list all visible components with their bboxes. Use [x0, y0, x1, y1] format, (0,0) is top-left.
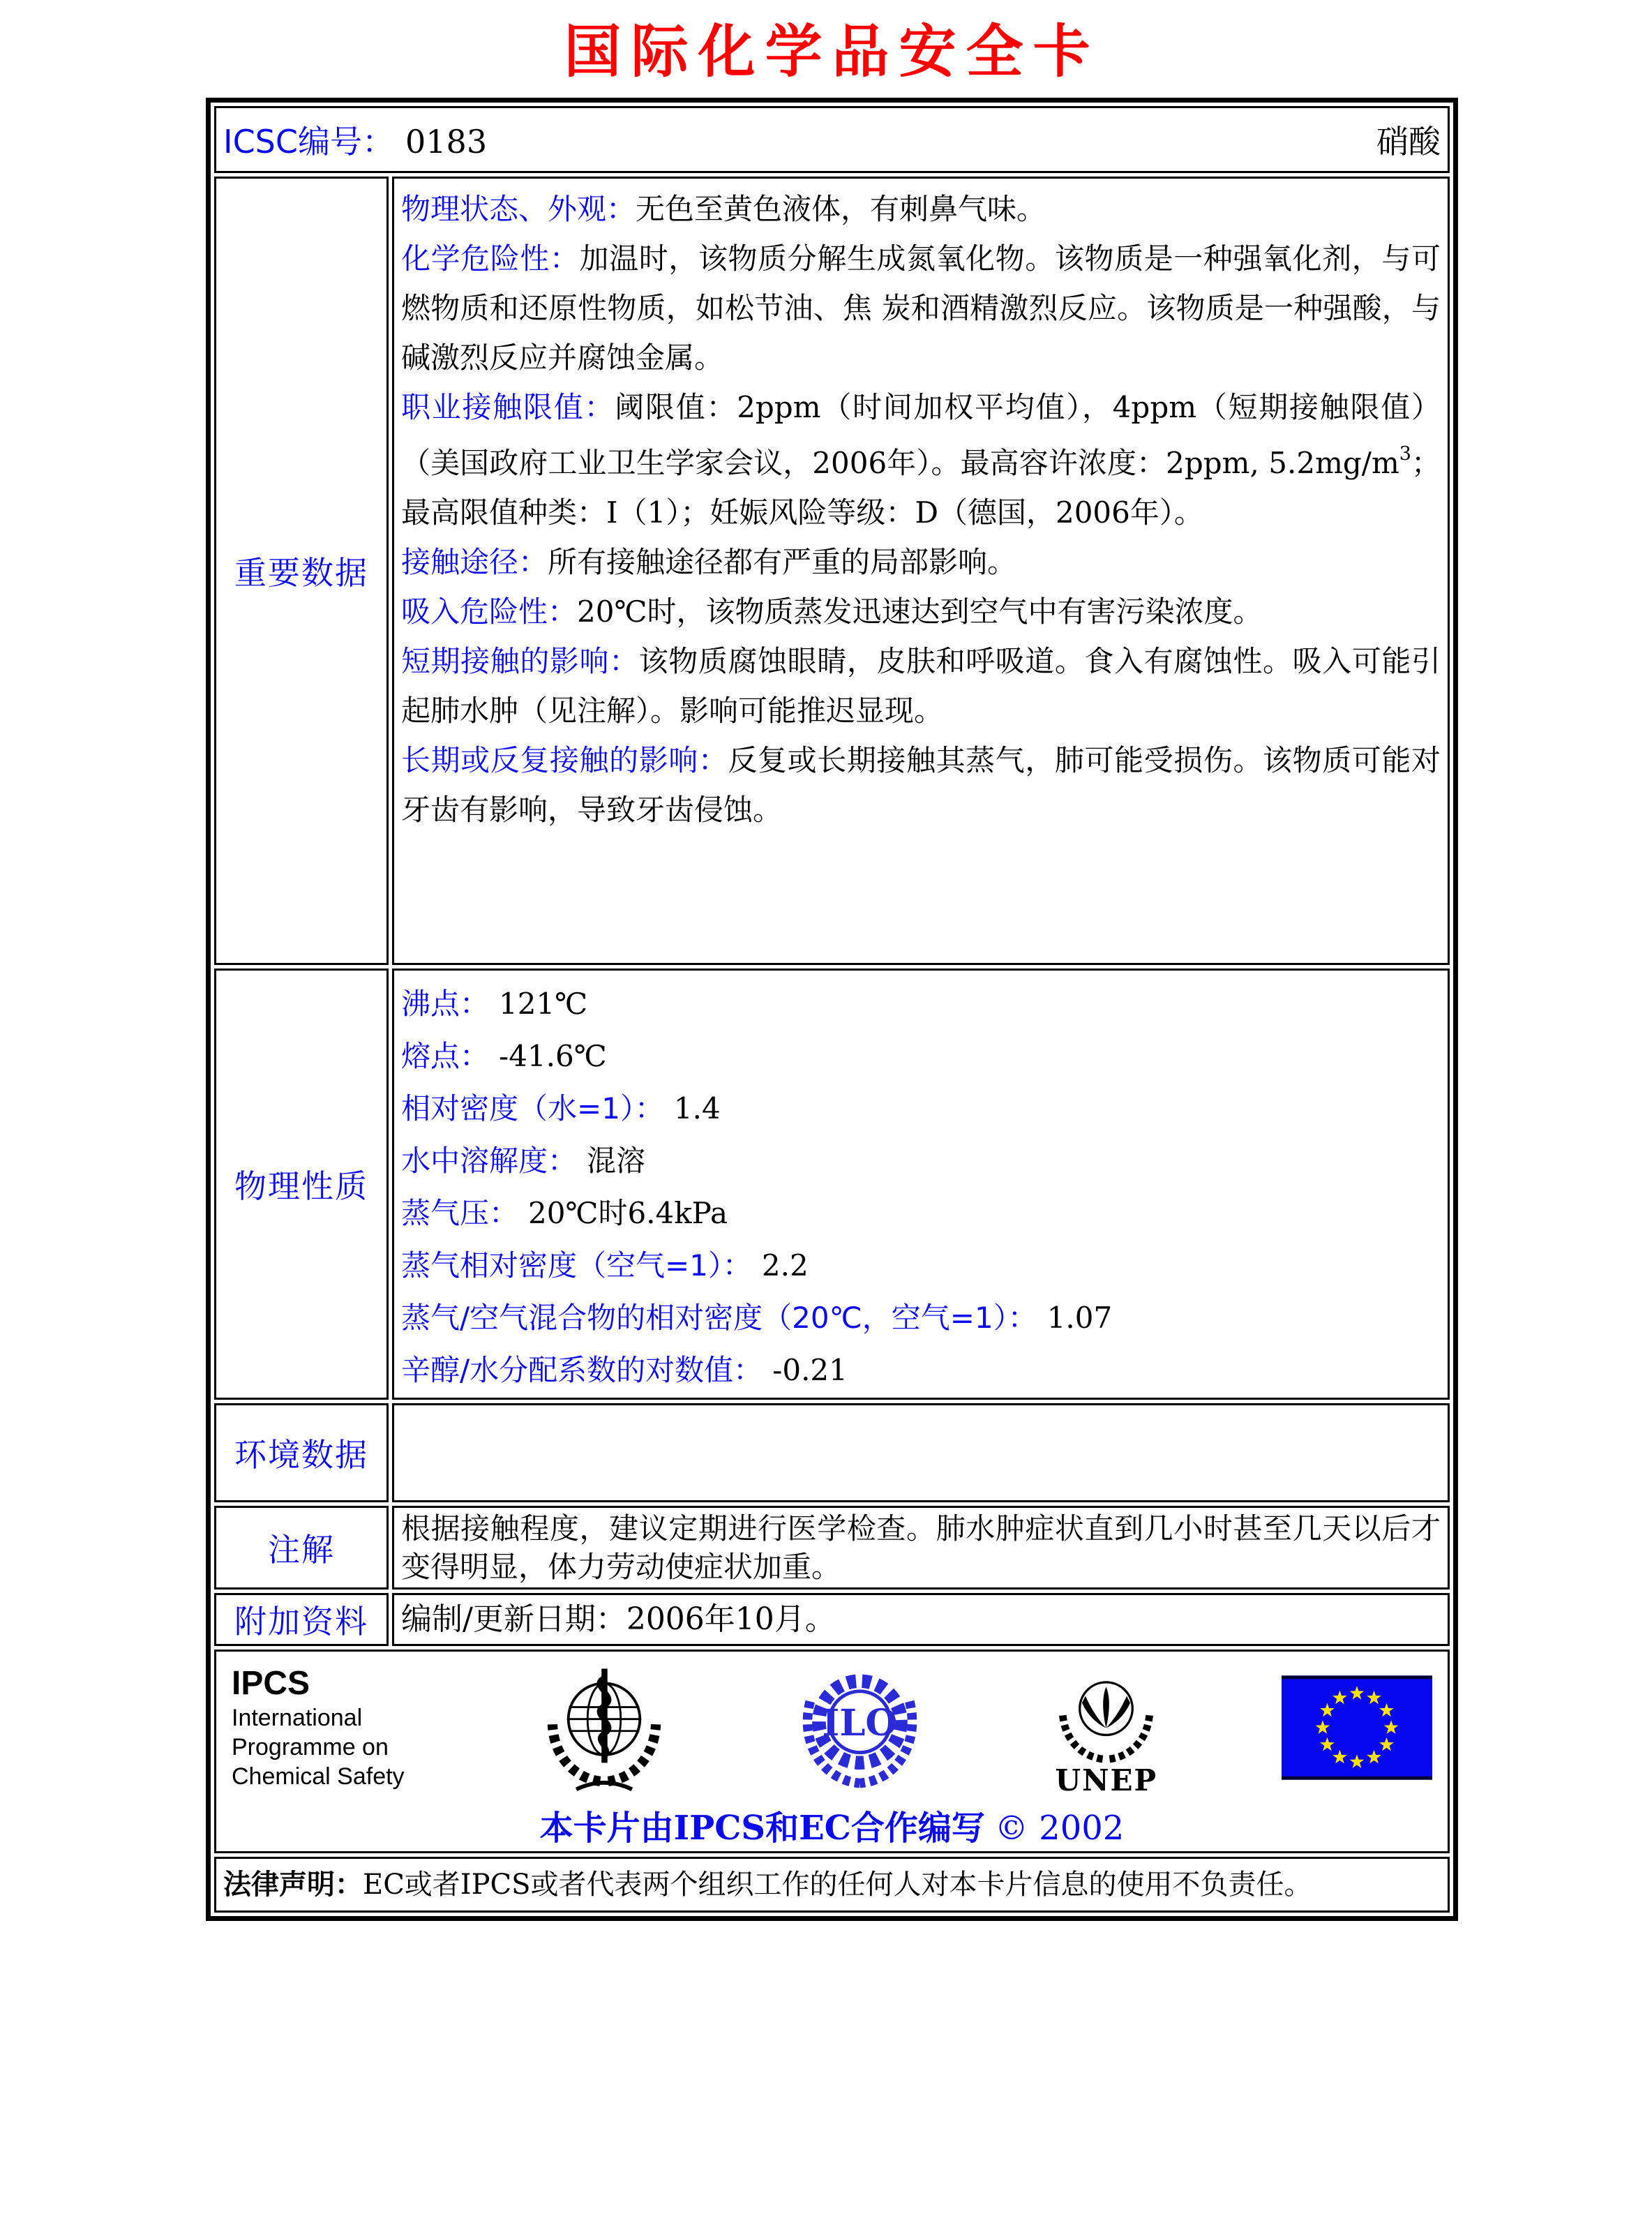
physical-properties-label-cell — [214, 969, 389, 1400]
property-water-solubility — [401, 1135, 1441, 1187]
property-value: -41.6℃ — [499, 1039, 607, 1073]
section-label-important-data: 重要数据 — [234, 554, 368, 592]
logos-row — [214, 1650, 1450, 1853]
header-cell — [214, 106, 1450, 173]
environmental-data-content-cell — [392, 1403, 1450, 1502]
important-data-label-cell — [214, 177, 389, 965]
property-value: 混溶 — [587, 1144, 646, 1178]
field-label: 化学危险性： — [401, 241, 580, 276]
field-label: 吸入危险性： — [401, 594, 578, 629]
paragraph-occupational-limits — [401, 382, 1441, 537]
page-title: 国际化学品安全卡 — [564, 18, 1100, 85]
eu-flag-icon — [1282, 1675, 1432, 1780]
ipcs-acronym: IPCS — [232, 1665, 310, 1702]
property-label: 沸点： — [401, 987, 490, 1021]
property-octanol-water — [401, 1344, 1441, 1396]
ilo-logo-box — [788, 1657, 931, 1800]
property-label: 相对密度（水=1）： — [401, 1091, 664, 1126]
logos-cell — [214, 1650, 1450, 1853]
property-label: 熔点： — [401, 1039, 490, 1073]
property-value: 20℃时6.4kPa — [528, 1196, 728, 1230]
property-value: -0.21 — [772, 1353, 848, 1387]
eu-flag-box — [1282, 1675, 1432, 1780]
physical-properties-row — [214, 969, 1450, 1400]
property-label: 蒸气/空气混合物的相对密度（20℃，空气=1）： — [401, 1301, 1037, 1335]
legal-text: EC或者IPCS或者代表两个组织工作的任何人对本卡片信息的使用不负责任。 — [363, 1869, 1312, 1901]
field-text: 所有接触途径都有严重的局部影响。 — [548, 545, 1017, 579]
field-label: 长期或反复接触的影响： — [401, 743, 728, 777]
legal-label: 法律声明： — [223, 1869, 363, 1901]
ilo-logo-icon — [788, 1657, 931, 1800]
copyright-text: © 2002 — [994, 1809, 1125, 1848]
property-vapor-density — [401, 1239, 1441, 1292]
field-label: 接触途径： — [401, 545, 548, 579]
unep-wordmark: UNEP — [1055, 1763, 1158, 1797]
notes-text: 根据接触程度，建议定期进行医学检查。肺水肿症状直到几小时甚至几天以后才变得明显，体力劳动使症状加重。 — [401, 1511, 1441, 1584]
icsc-number-value: 0183 — [405, 123, 488, 160]
property-relative-density — [401, 1082, 1441, 1135]
property-value: 121℃ — [499, 987, 588, 1021]
paragraph-short-term-effects — [401, 636, 1441, 735]
property-label: 蒸气压： — [401, 1196, 519, 1230]
icsc-number-label: ICSC编号： — [223, 123, 395, 160]
important-data-content-cell — [392, 177, 1450, 965]
field-text: 20℃时，该物质蒸发迅速达到空气中有害污染浓度。 — [577, 594, 1263, 629]
section-label-physical-properties: 物理性质 — [234, 1167, 368, 1205]
paragraph-physical-state — [401, 184, 1441, 234]
field-text: 加温时，该物质分解生成氮氧化物。该物质是一种强氧化剂，与可燃物质和还原性物质，如松节油、焦 炭和酒精激烈反应。该物质是一种强酸，与碱激烈反应并腐蚀金属。 — [401, 241, 1441, 375]
field-label: 物理状态、外观： — [401, 192, 636, 226]
ipcs-line: International — [232, 1705, 363, 1731]
physical-properties-content-cell — [392, 969, 1450, 1400]
additional-info-label-cell — [214, 1593, 389, 1646]
caption-text: 本卡片由IPCS和EC合作编写 — [539, 1809, 985, 1848]
field-text: 无色至黄色液体，有刺鼻气味。 — [636, 192, 1046, 226]
ipcs-line: Chemical Safety — [232, 1763, 405, 1790]
additional-info-content-cell — [392, 1593, 1450, 1646]
additional-info-text: 编制/更新日期：2006年10月。 — [401, 1601, 836, 1637]
field-text: ；最高限值种类：I（1）；妊娠风险等级：D（德国，2006年）。 — [401, 446, 1441, 530]
property-vapor-pressure — [401, 1187, 1441, 1239]
unep-logo-box — [1049, 1659, 1164, 1796]
environmental-data-label-cell — [214, 1403, 389, 1502]
who-logo-box — [538, 1658, 670, 1797]
legal-row — [214, 1857, 1450, 1913]
legal-cell — [214, 1857, 1450, 1913]
property-vapor-air-density — [401, 1292, 1441, 1344]
icsc-number-group — [223, 117, 487, 163]
field-text: 阈限值：2ppm（时间加权平均值），4ppm（短期接触限值）（美国政府工业卫生学家会议，2006年）。最高容许浓度：2ppm, 5.2mg/m — [401, 390, 1441, 480]
notes-row — [214, 1506, 1450, 1590]
property-label: 蒸气相对密度（空气=1）： — [401, 1248, 752, 1283]
icsc-card-table — [206, 98, 1458, 1921]
ipcs-text-block — [232, 1664, 420, 1791]
ilo-letters: ILO — [822, 1701, 897, 1744]
paragraph-chemical-danger — [401, 234, 1441, 382]
property-value: 2.2 — [761, 1248, 809, 1283]
field-label: 职业接触限值： — [401, 390, 615, 424]
property-label: 辛醇/水分配系数的对数值： — [401, 1353, 763, 1387]
unep-logo-icon — [1049, 1659, 1164, 1765]
ipcs-line: Programme on — [232, 1734, 389, 1760]
paragraph-long-term-effects — [401, 735, 1441, 835]
property-label: 水中溶解度： — [401, 1144, 578, 1178]
important-data-row — [214, 177, 1450, 965]
header-row — [214, 106, 1450, 173]
field-text: 反复或长期接触其蒸气，肺可能受损伤。该物质可能对牙齿有影响，导致牙齿侵蚀。 — [401, 743, 1441, 827]
who-logo-icon — [538, 1658, 670, 1797]
section-label-notes: 注解 — [268, 1531, 335, 1569]
notes-content-cell — [392, 1506, 1450, 1590]
additional-info-row — [214, 1593, 1450, 1646]
superscript-3: 3 — [1399, 443, 1411, 465]
section-label-additional-info: 附加资料 — [234, 1603, 368, 1640]
paragraph-inhalation-risk — [401, 587, 1441, 636]
property-boiling-point — [401, 978, 1441, 1030]
field-label: 短期接触的影响： — [401, 644, 639, 678]
property-value: 1.4 — [673, 1091, 721, 1126]
environmental-data-row — [214, 1403, 1450, 1502]
property-melting-point — [401, 1030, 1441, 1082]
notes-label-cell — [214, 1506, 389, 1590]
chemical-name: 硝酸 — [1376, 123, 1441, 160]
cooperation-caption — [232, 1809, 1432, 1847]
legal-statement — [223, 1867, 1441, 1902]
property-value: 1.07 — [1046, 1301, 1113, 1335]
field-text: 该物质腐蚀眼睛，皮肤和呼吸道。食入有腐蚀性。吸入可能引起肺水肿（见注解）。影响可能推迟显现。 — [401, 644, 1441, 728]
paragraph-exposure-routes — [401, 537, 1441, 587]
section-label-environmental-data: 环境数据 — [234, 1436, 368, 1474]
